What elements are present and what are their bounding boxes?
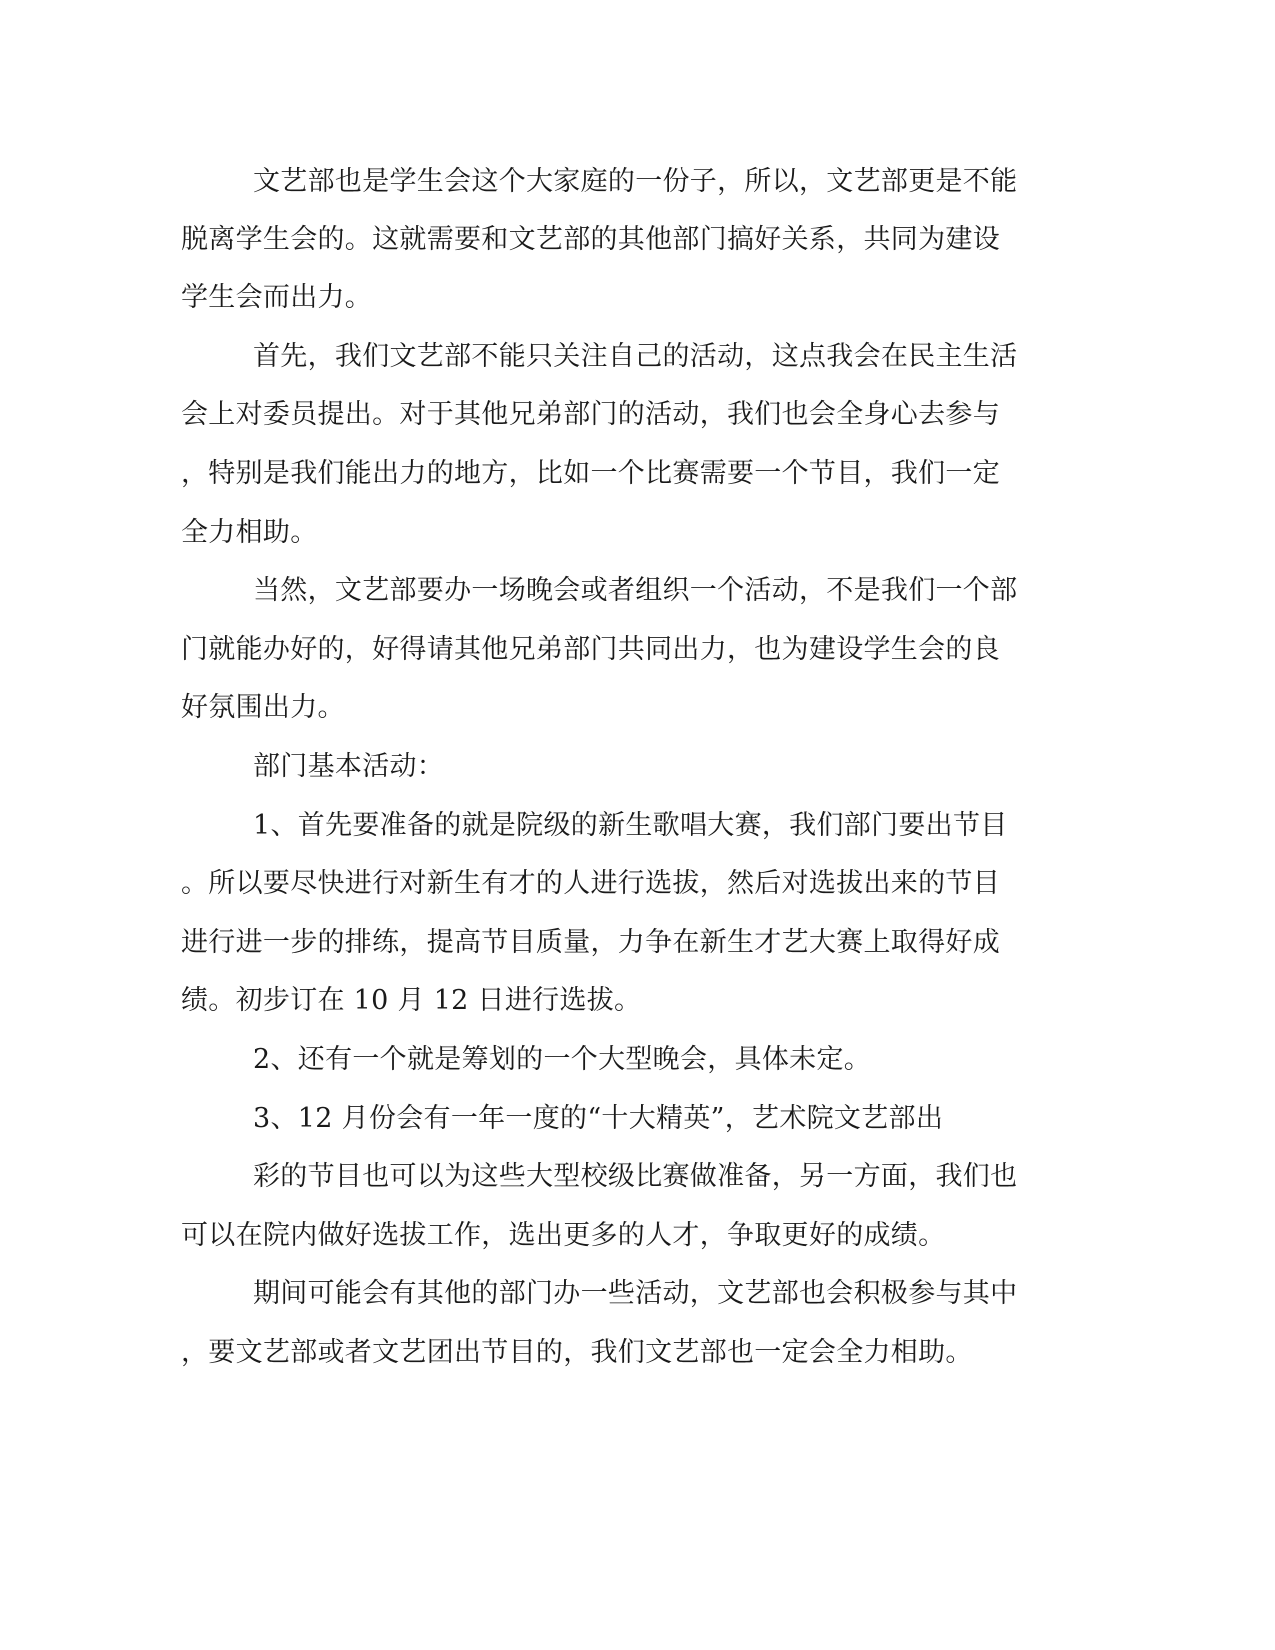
- paragraph-line: 期间可能会有其他的部门办一些活动，文艺部也会积极参与其中: [253, 1278, 1018, 1309]
- paragraph-line: 文艺部也是学生会这个大家庭的一份子，所以，文艺部更是不能: [253, 166, 1018, 197]
- paragraph-line: 好氛围出力。: [181, 692, 345, 723]
- paragraph-line: 门就能办好的，好得请其他兄弟部门共同出力，也为建设学生会的良: [181, 634, 1000, 665]
- paragraph-line: 会上对委员提出。对于其他兄弟部门的活动，我们也会全身心去参与: [181, 399, 1000, 430]
- paragraph-line: 彩的节目也可以为这些大型校级比赛做准备，另一方面，我们也: [253, 1161, 1018, 1192]
- paragraph-line: 全力相助。: [181, 517, 318, 548]
- paragraph-line: ，特别是我们能出力的地方，比如一个比赛需要一个节目，我们一定: [181, 458, 1000, 489]
- paragraph-line: 进行进一步的排练，提高节目质量，力争在新生才艺大赛上取得好成: [181, 927, 1000, 958]
- list-item: 1、首先要准备的就是院级的新生歌唱大赛，我们部门要出节目: [253, 810, 1008, 841]
- paragraph-line: 首先，我们文艺部不能只关注自己的活动，这点我会在民主生活: [253, 341, 1018, 372]
- paragraph-line: 可以在院内做好选拔工作，选出更多的人才，争取更好的成绩。: [181, 1220, 946, 1251]
- paragraph-line: ，要文艺部或者文艺团出节目的，我们文艺部也一定会全力相助。: [181, 1337, 973, 1368]
- paragraph-line: 。所以要尽快进行对新生有才的人进行选拔，然后对选拔出来的节目: [181, 868, 1000, 899]
- section-heading: 部门基本活动：: [253, 751, 445, 782]
- paragraph-line: 当然，文艺部要办一场晚会或者组织一个活动，不是我们一个部: [253, 575, 1018, 606]
- paragraph-line: 绩。初步订在 10 月 12 日进行选拔。: [181, 985, 642, 1016]
- list-item: 3、12 月份会有一年一度的“十大精英”，艺术院文艺部出: [253, 1103, 944, 1134]
- paragraph-line: 脱离学生会的。这就需要和文艺部的其他部门搞好关系，共同为建设: [181, 224, 1000, 255]
- paragraph-line: 学生会而出力。: [181, 282, 373, 313]
- list-item: 2、还有一个就是筹划的一个大型晚会，具体未定。: [253, 1044, 872, 1075]
